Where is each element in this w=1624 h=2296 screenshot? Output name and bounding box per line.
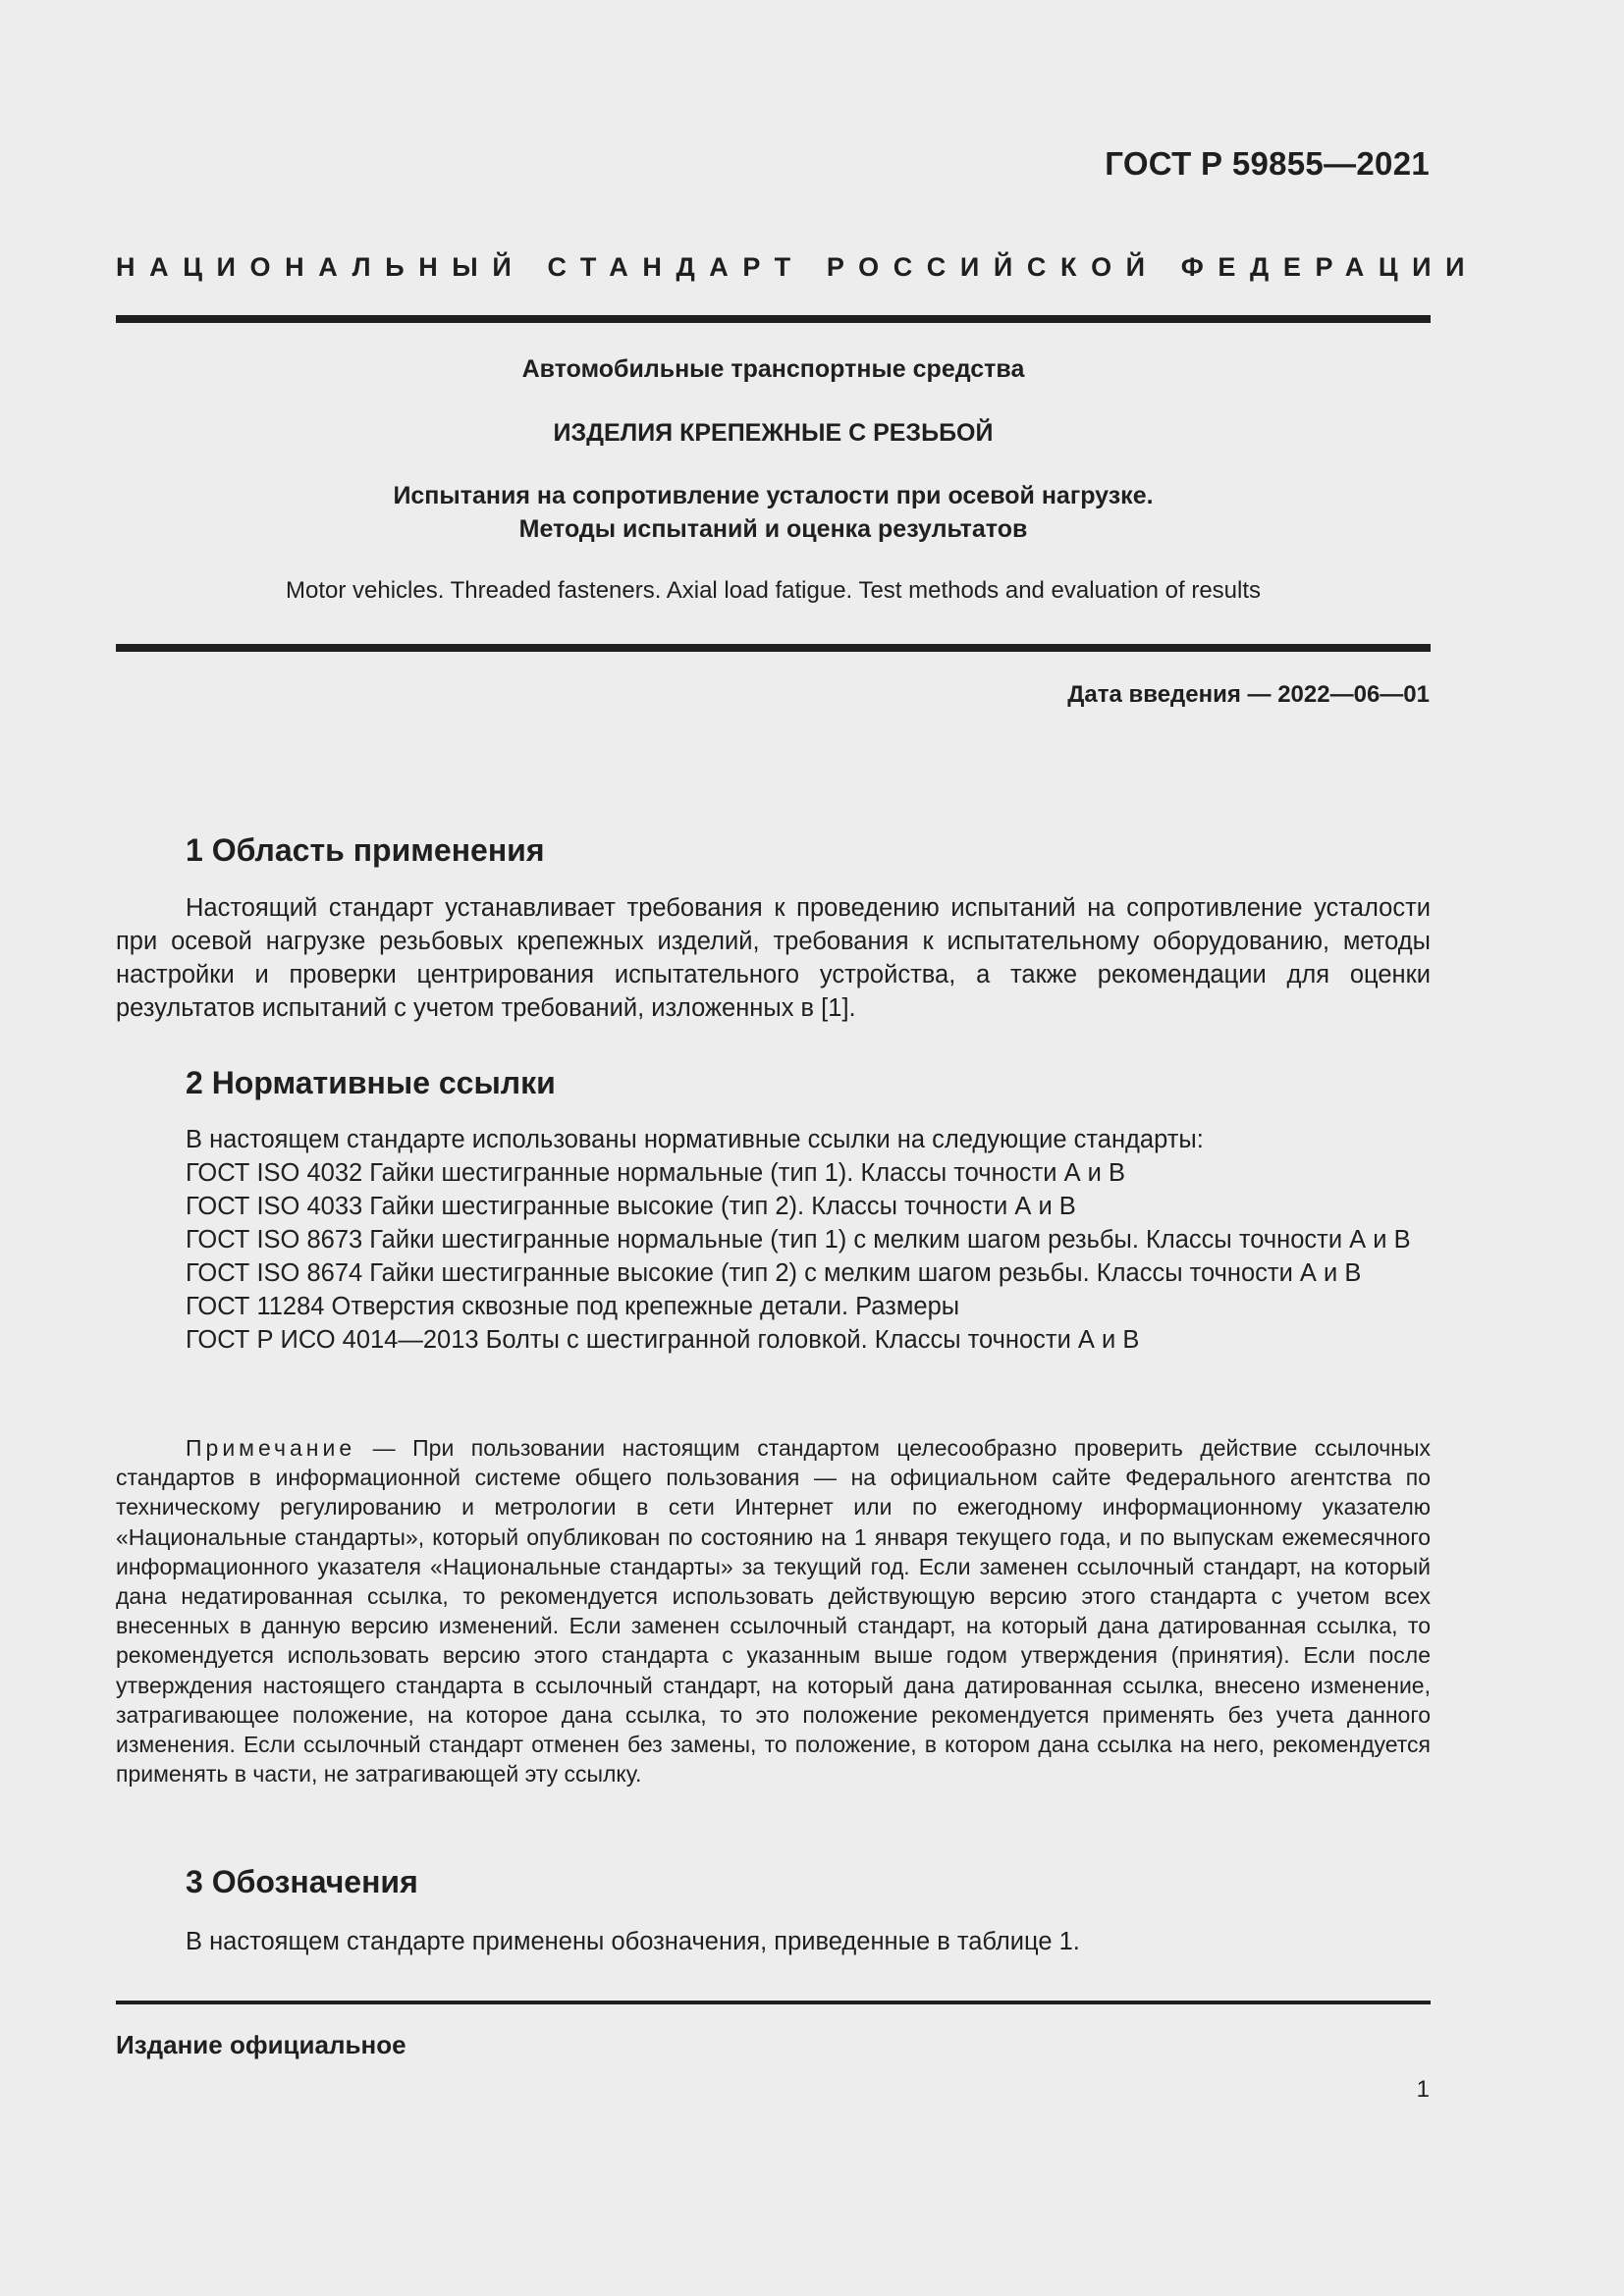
title-english: Motor vehicles. Threaded fasteners. Axial load fatigue. Test methods and evaluation of results: [285, 577, 1262, 604]
section-3-body: [116, 1925, 1431, 1958]
reference-item: ГОСТ ISO 4033 Гайки шестигранные высокие (тип 2). Классы точности А и В: [186, 1193, 1076, 1220]
references-note: [116, 1433, 1431, 1789]
footer-rule: [116, 2001, 1431, 2004]
section-1-body: [116, 891, 1431, 1025]
title-sub-line1: Испытания на сопротивление усталости при осевой нагрузке.: [393, 482, 1154, 509]
reference-item: ГОСТ ISO 8673 Гайки шестигранные нормальные (тип 1) с мелким шагом резьбы. Классы точности А и В: [186, 1226, 1411, 1254]
note-text: — При пользовании настоящим стандартом целесообразно проверить действие ссылочных стандартов в информационной системе общего пользования — на официальном сайте Федерального агентства по техническому регулированию и метрологии в сети Интернет или по ежегодному информационному указателю «Национальные стандарты», который опубликован по состоянию на 1 января текущего года, и по выпускам ежемесячного информационного указателя «Национальные стандарты» за текущий год. Если заменен ссылочный стандарт, на который дана недатированная ссылка, то рекомендуется использовать действующую версию этого стандарта с учетом всех внесенных в данную версию изменений. Если заменен ссылочный стандарт, на который дана датированная ссылка, то рекомендуется использовать версию этого стандарта с указанным выше годом утверждения (принятия). Если после утверждения настоящего стандарта в ссылочный стандарт, на который дана датированная ссылка, внесено изменение, затрагивающее положение, на которое дана ссылка, то это положение рекомендуется применять без учета данного изменения. Если ссылочный стандарт отменен без замены, то положение, в котором дана ссылка на него, рекомендуется применять в части, не затрагивающей эту ссылку.: [116, 1435, 1431, 1788]
section-3-heading: 3 Обозначения: [186, 1864, 418, 1899]
edition-label: Издание официальное: [116, 2030, 406, 2059]
introduction-date: Дата введения — 2022—06—01: [1067, 681, 1430, 708]
national-standard-banner: [116, 252, 1480, 283]
reference-item: ГОСТ 11284 Отверстия сквозные под крепежные детали. Размеры: [186, 1293, 960, 1320]
section-1-paragraph: Настоящий стандарт устанавливает требования к проведению испытаний на сопротивление усталости при осевой нагрузке резьбовых крепежных изделий, требования к испытательному оборудованию, методы настройки и проверки центрирования испытательного устройства, а также рекомендации для оценки результатов испытаний с учетом требований, изложенных в [1].: [116, 894, 1431, 1022]
national-standard-title: НАЦИОНАЛЬНЫЙ СТАНДАРТ РОССИЙСКОЙ ФЕДЕРАЦИИ: [116, 252, 1480, 282]
section-1-heading: 1 Область применения: [186, 832, 545, 868]
section-2-heading: 2 Нормативные ссылки: [186, 1065, 556, 1100]
note-label: Примечание: [186, 1435, 356, 1461]
section-2-references: [116, 1123, 1431, 1357]
note-paragraph: [116, 1433, 1431, 1789]
reference-item: ГОСТ Р ИСО 4014—2013 Болты с шестигранной головкой. Классы точности А и В: [186, 1326, 1140, 1354]
top-rule: [116, 315, 1431, 323]
reference-item: ГОСТ ISO 4032 Гайки шестигранные нормальные (тип 1). Классы точности А и В: [186, 1159, 1126, 1187]
reference-item: ГОСТ ISO 8674 Гайки шестигранные высокие (тип 2) с мелким шагом резьбы. Классы точности А и В: [186, 1259, 1362, 1287]
title-bottom-rule: [116, 644, 1431, 652]
references-intro: В настоящем стандарте использованы нормативные ссылки на следующие стандарты:: [186, 1126, 1204, 1153]
title-main: ИЗДЕЛИЯ КРЕПЕЖНЫЕ С РЕЗЬБОЙ: [553, 419, 994, 447]
title-sub-line2: Методы испытаний и оценка результатов: [518, 515, 1028, 543]
section-3-paragraph: В настоящем стандарте применены обозначения, приведенные в таблице 1.: [186, 1928, 1080, 1955]
page-number: 1: [1416, 2076, 1430, 2103]
title-category: Автомобильные транспортные средства: [521, 355, 1025, 383]
document-number: ГОСТ Р 59855—2021: [1105, 145, 1430, 182]
